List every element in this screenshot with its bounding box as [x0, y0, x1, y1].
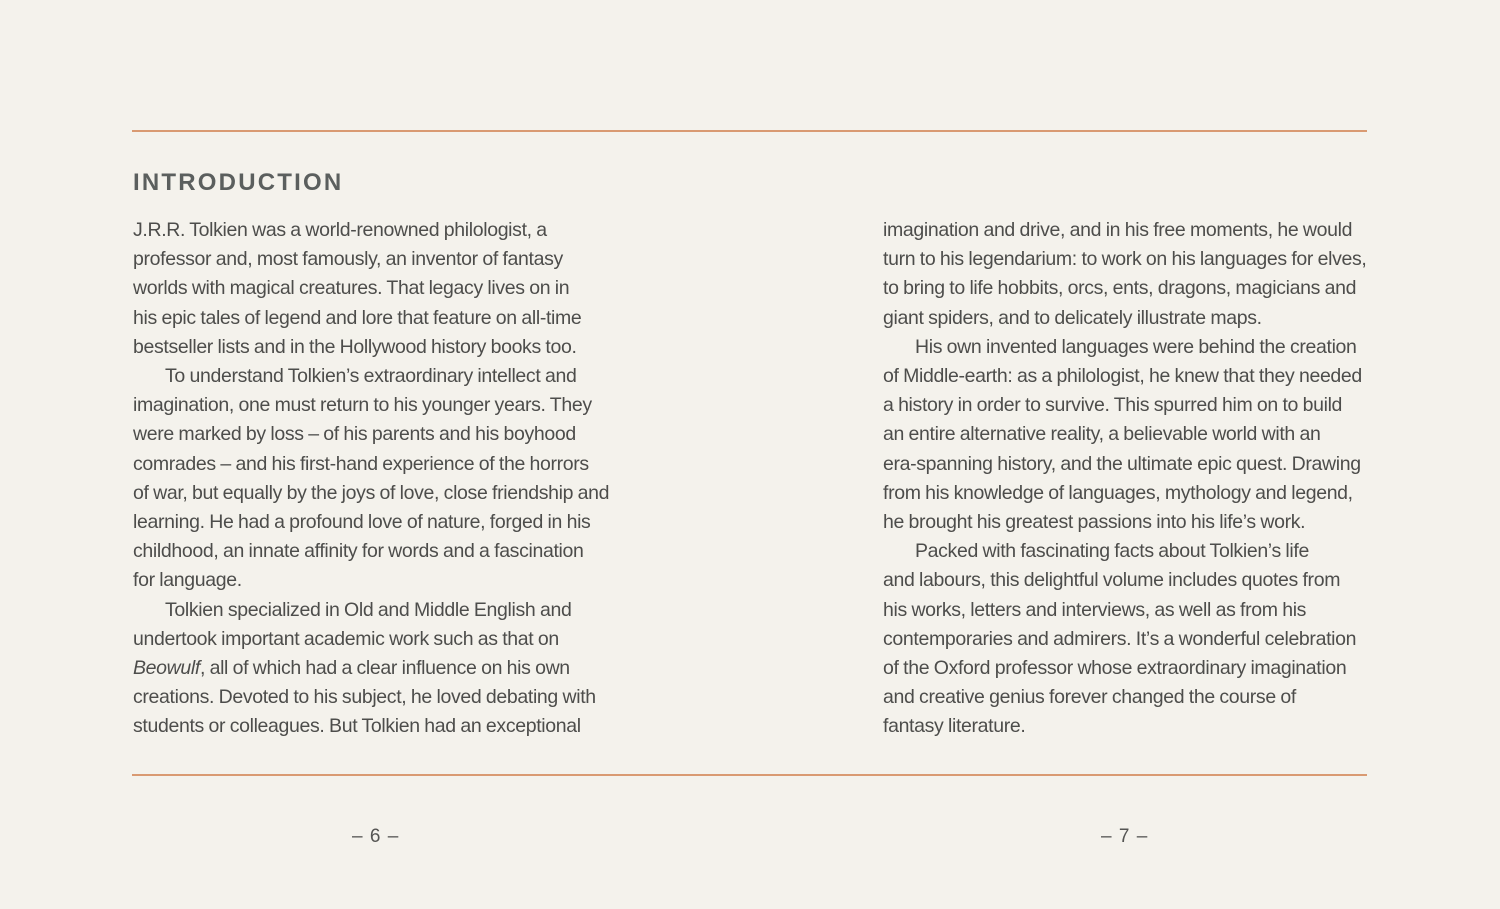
text-line: and creative genius forever changed the course of — [883, 686, 1296, 709]
text-line: Tolkien specialized in Old and Middle English and — [165, 598, 572, 621]
text-line: Packed with fascinating facts about Tolkien’s life — [915, 540, 1309, 563]
text-line: he brought his greatest passions into his life’s work. — [883, 511, 1306, 534]
text-line: To understand Tolkien’s extraordinary intellect and — [165, 365, 577, 388]
text-line: undertook important academic work such as that on — [133, 627, 559, 650]
bottom-rule — [132, 774, 1367, 776]
text-line — [133, 654, 623, 683]
text-line: contemporaries and admirers. It’s a wonderful celebration — [883, 627, 1357, 650]
text-line: turn to his legendarium: to work on his languages for elves, — [883, 248, 1367, 271]
text-line: from his knowledge of languages, mythology and legend, — [883, 481, 1353, 504]
text-line: worlds with magical creatures. That legacy lives on in — [133, 277, 570, 300]
text-line: learning. He had a profound love of nature, forged in his — [133, 511, 591, 534]
text-line: bestseller lists and in the Hollywood history books too. — [133, 335, 577, 358]
text-line: and labours, this delightful volume includes quotes from — [883, 569, 1341, 592]
book-title-beowulf: Beowulf — [133, 657, 200, 680]
section-heading: INTRODUCTION — [133, 169, 344, 196]
left-page-column — [133, 216, 623, 742]
text-line: era-spanning history, and the ultimate epic quest. Drawing — [883, 452, 1361, 475]
text-line: his epic tales of legend and lore that feature on all-time — [133, 306, 582, 329]
text-line: his works, letters and interviews, as well as from his — [883, 598, 1307, 621]
text-line: imagination and drive, and in his free moments, he would — [883, 219, 1353, 241]
text-line: for language. — [133, 569, 242, 592]
page-number-right: – 7 – — [1101, 826, 1149, 847]
text-line: creations. Devoted to his subject, he loved debating with — [133, 686, 596, 709]
text-line: His own invented languages were behind the creation — [915, 335, 1357, 358]
text-line: to bring to life hobbits, orcs, ents, dragons, magicians and — [883, 277, 1357, 300]
text-line: imagination, one must return to his younger years. They — [133, 394, 592, 417]
text-line: were marked by loss – of his parents and his boyhood — [133, 423, 576, 446]
text-line: of war, but equally by the joys of love, close friendship and — [133, 481, 610, 504]
top-rule — [132, 130, 1367, 132]
text-line: of Middle-earth: as a philologist, he knew that they needed — [883, 365, 1362, 388]
right-page-column — [883, 216, 1383, 742]
text-line: of the Oxford professor whose extraordinary imagination — [883, 657, 1347, 680]
page-number-left: – 6 – — [352, 826, 400, 847]
text-line: an entire alternative reality, a believable world with an — [883, 423, 1321, 446]
text-line: childhood, an innate affinity for words and a fascination — [133, 540, 584, 563]
text-line: giant spiders, and to delicately illustrate maps. — [883, 306, 1262, 329]
text-line: J.R.R. Tolkien was a world-renowned philologist, a — [133, 219, 547, 241]
text-line: students or colleagues. But Tolkien had an exceptional — [133, 715, 581, 738]
text-fragment: , all of which had a clear influence on his own — [199, 657, 570, 680]
text-line: comrades – and his first-hand experience of the horrors — [133, 452, 589, 475]
text-line: a history in order to survive. This spurred him on to build — [883, 394, 1343, 417]
text-line: fantasy literature. — [883, 715, 1026, 738]
text-line: professor and, most famously, an inventor of fantasy — [133, 248, 563, 271]
